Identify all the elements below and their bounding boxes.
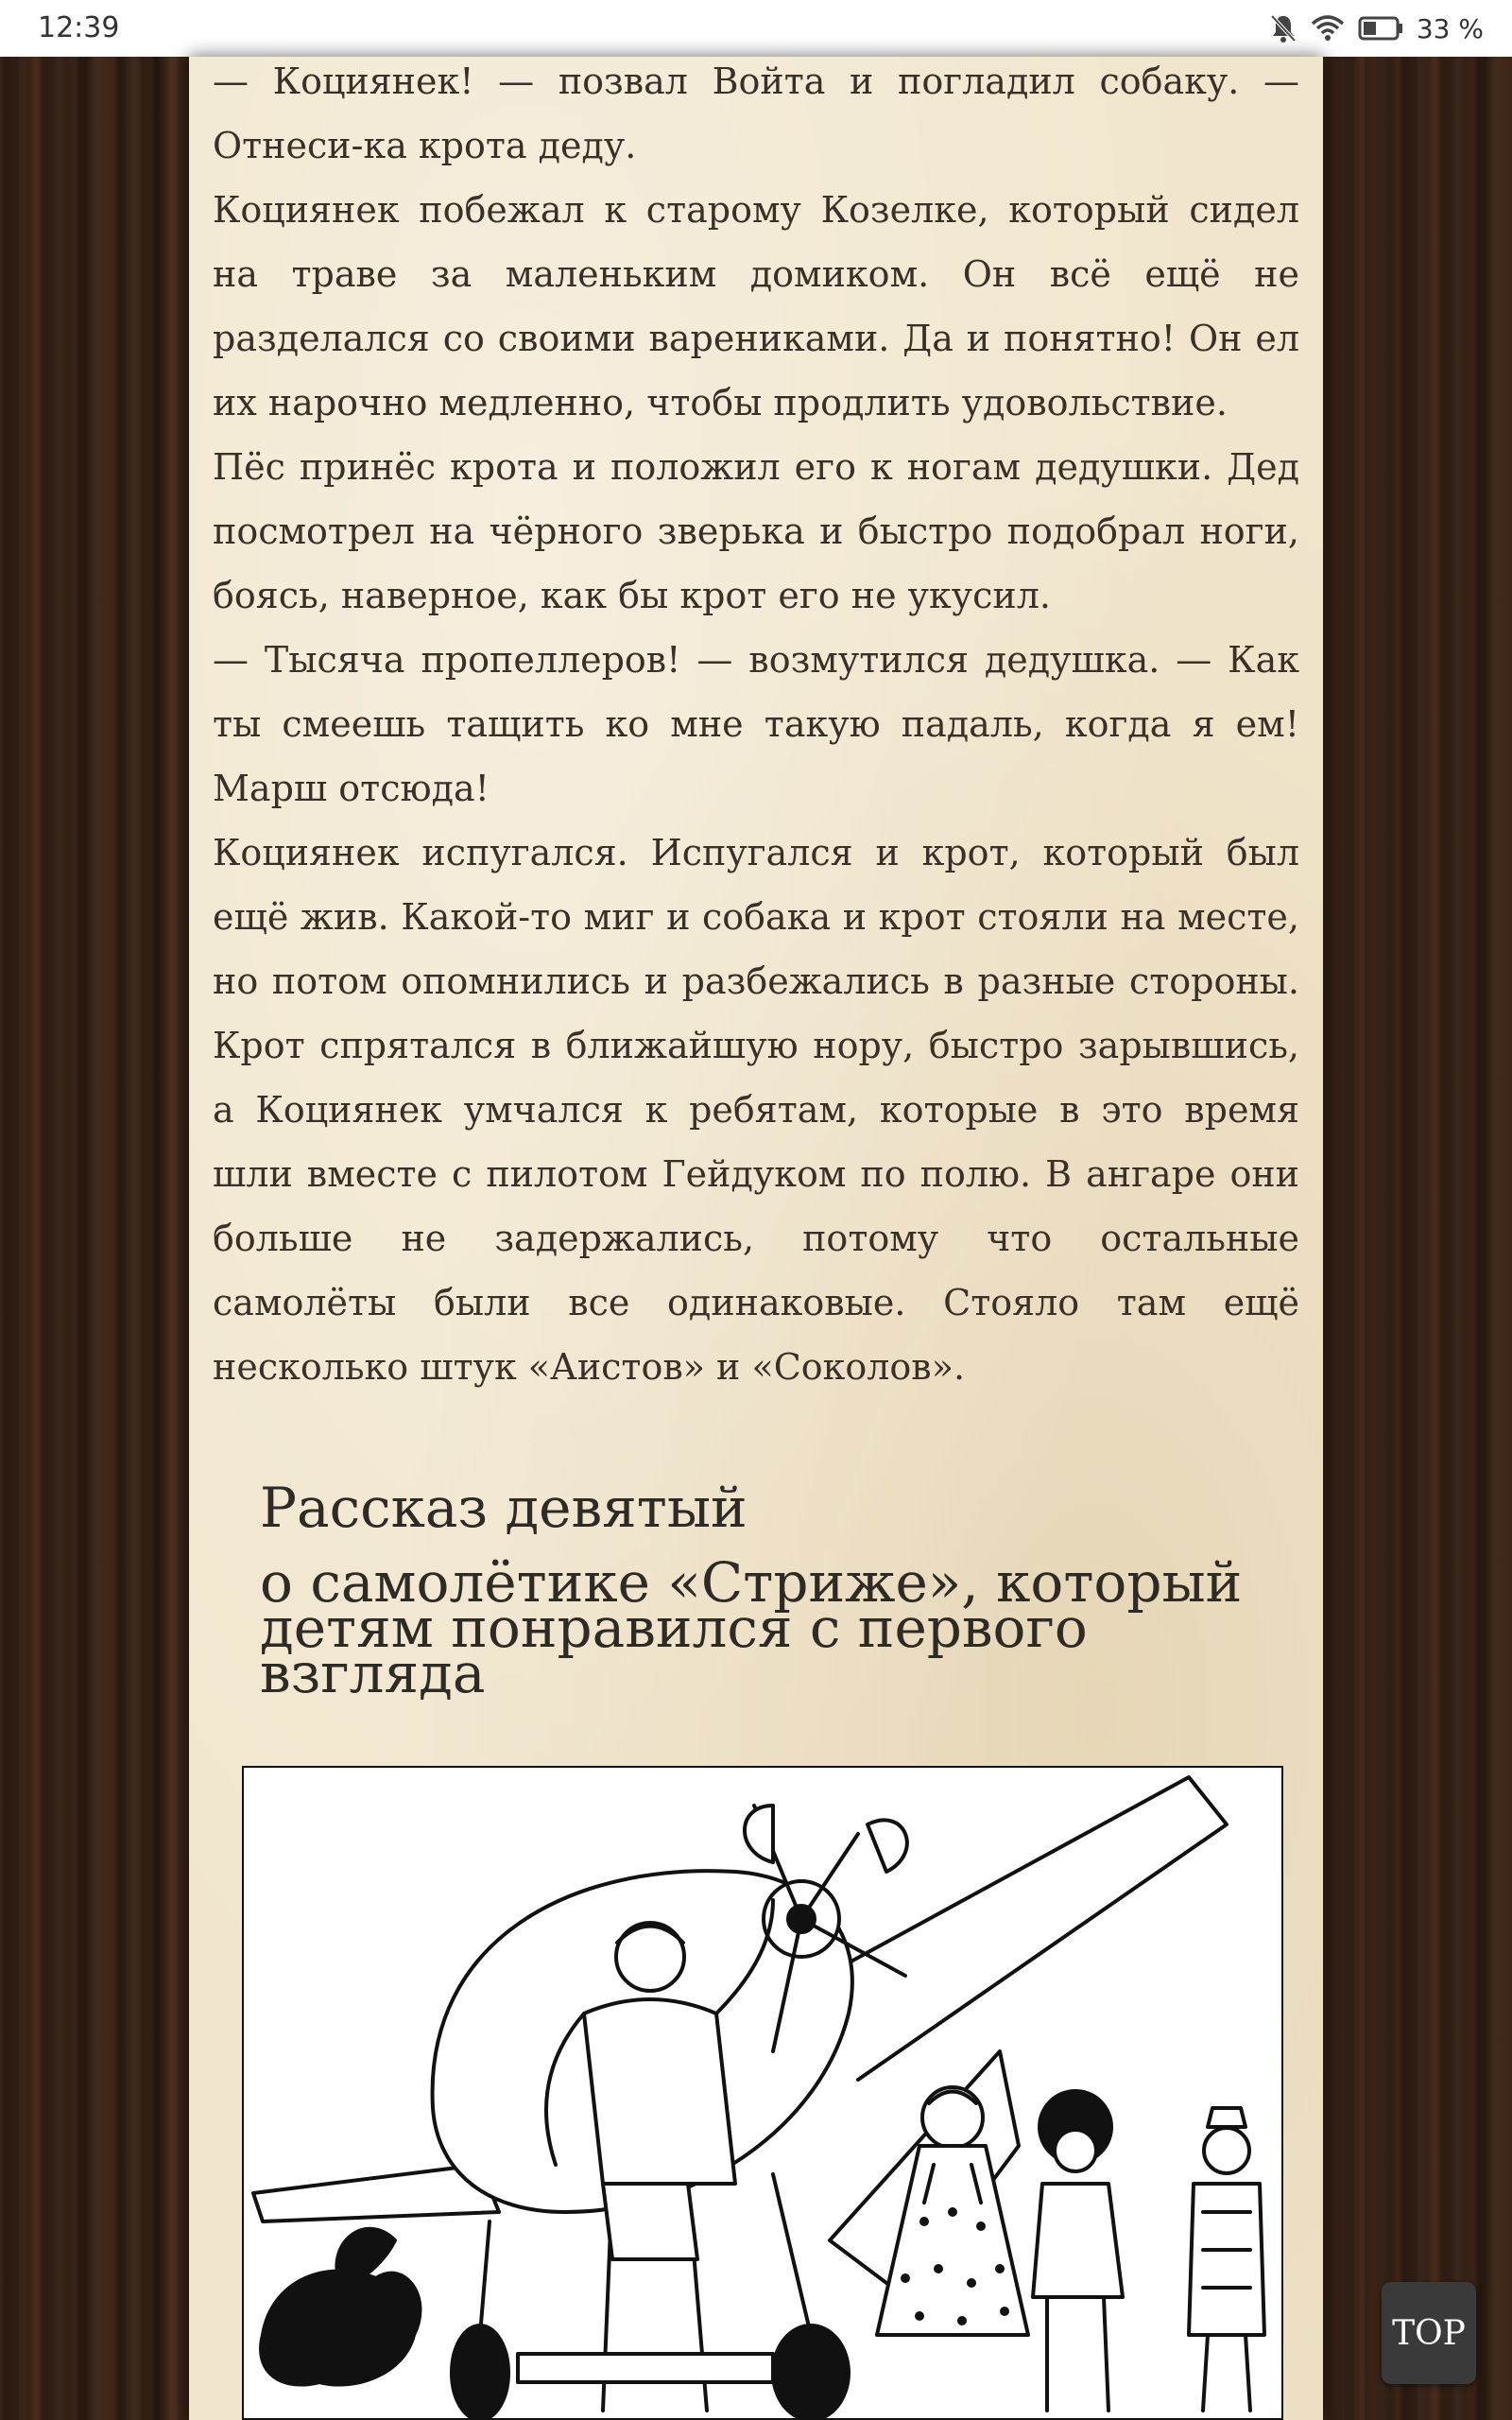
story-paragraph: — Тысяча пропеллеров! — возмутился дедушка. — Как ты смеешь тащить ко мне такую падаль, когда я ем! Марш отсюда! — [213, 639, 1299, 809]
battery-percent: 33 % — [1416, 12, 1484, 44]
status-icons — [1269, 9, 1484, 47]
status-bar — [0, 0, 1512, 57]
story-paragraph: Пёс принёс крота и положил его к ногам дедушки. Дед посмотрел на чёрного зверька и быстро подобрал ноги, боясь, наверное, как бы крот его не укусил. — [213, 446, 1299, 616]
status-time: 12:39 — [38, 11, 120, 44]
story-paragraph: Коциянек побежал к старому Козелке, который сидел на траве за маленьким домиком. Он всё ещё не разделался со своими варениками. Да и понятно! Он ел их нарочно медленно, чтобы продлить удовольствие. — [213, 189, 1299, 424]
wifi-icon — [1311, 14, 1345, 43]
story-paragraph: Коциянек испугался. Испугался и крот, который был ещё жив. Какой-то миг и собака и крот стояли на месте, но потом опомнились и разбежались в разные стороны. Крот спрятался в ближайшую нору, быстро зарывшись, а Коциянек умчался к ребятам, которые в это время шли вместе с пилотом Гейдуком по полю. В ангаре они больше не задержались, потому что остальные самолёты были все одинаковые. Стояло там ещё несколько штук «Аистов» и «Соколов». — [213, 832, 1299, 1388]
chapter-title: Рассказ девятый — [260, 1476, 747, 1540]
story-text — [213, 49, 1299, 1399]
airplane-illustration — [242, 1766, 1283, 2420]
scroll-to-top-button[interactable]: TOP — [1382, 2282, 1476, 2384]
chapter-subtitle: о самолётике «Стриже», который детям понравился с первого взгляда — [260, 1550, 1243, 1705]
chapter-heading — [260, 1475, 1262, 1705]
battery-icon — [1358, 15, 1403, 42]
story-paragraph: — Коциянек! — позвал Войта и погладил собаку. — Отнеси-ка крота деду. — [213, 60, 1299, 166]
mute-bell-icon — [1269, 13, 1297, 43]
